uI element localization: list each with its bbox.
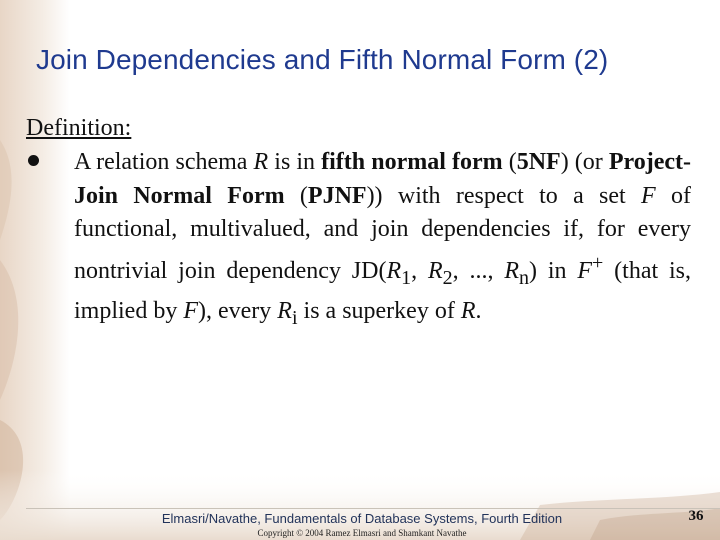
definition-heading: Definition: — [26, 115, 132, 141]
bullet-item — [26, 146, 696, 335]
slide-title: Join Dependencies and Fifth Normal Form (2) — [36, 44, 609, 75]
footer-copyright: Copyright © 2004 Ramez Elmasri and Shamkant Navathe — [257, 528, 467, 538]
bullet-dot-icon — [28, 155, 39, 166]
footer-citation: Elmasri/Navathe, Fundamentals of Database Systems, Fourth Edition — [161, 511, 563, 526]
slide-body — [26, 112, 696, 335]
page-number: 36 — [688, 508, 704, 524]
definition-paragraph: A relation schema R is in fifth normal form (5NF) (or Project-Join Normal Form (PJNF)) with respect to a set F of functional, multivalued, and join dependencies if, for every nontrivial join dependency $JD(R_1$, $R_2$, ..., $R_n$) in F+ (that is, implied by F), every $R_i$ is a superkey of R. — [74, 149, 692, 329]
footer-divider — [26, 508, 720, 509]
